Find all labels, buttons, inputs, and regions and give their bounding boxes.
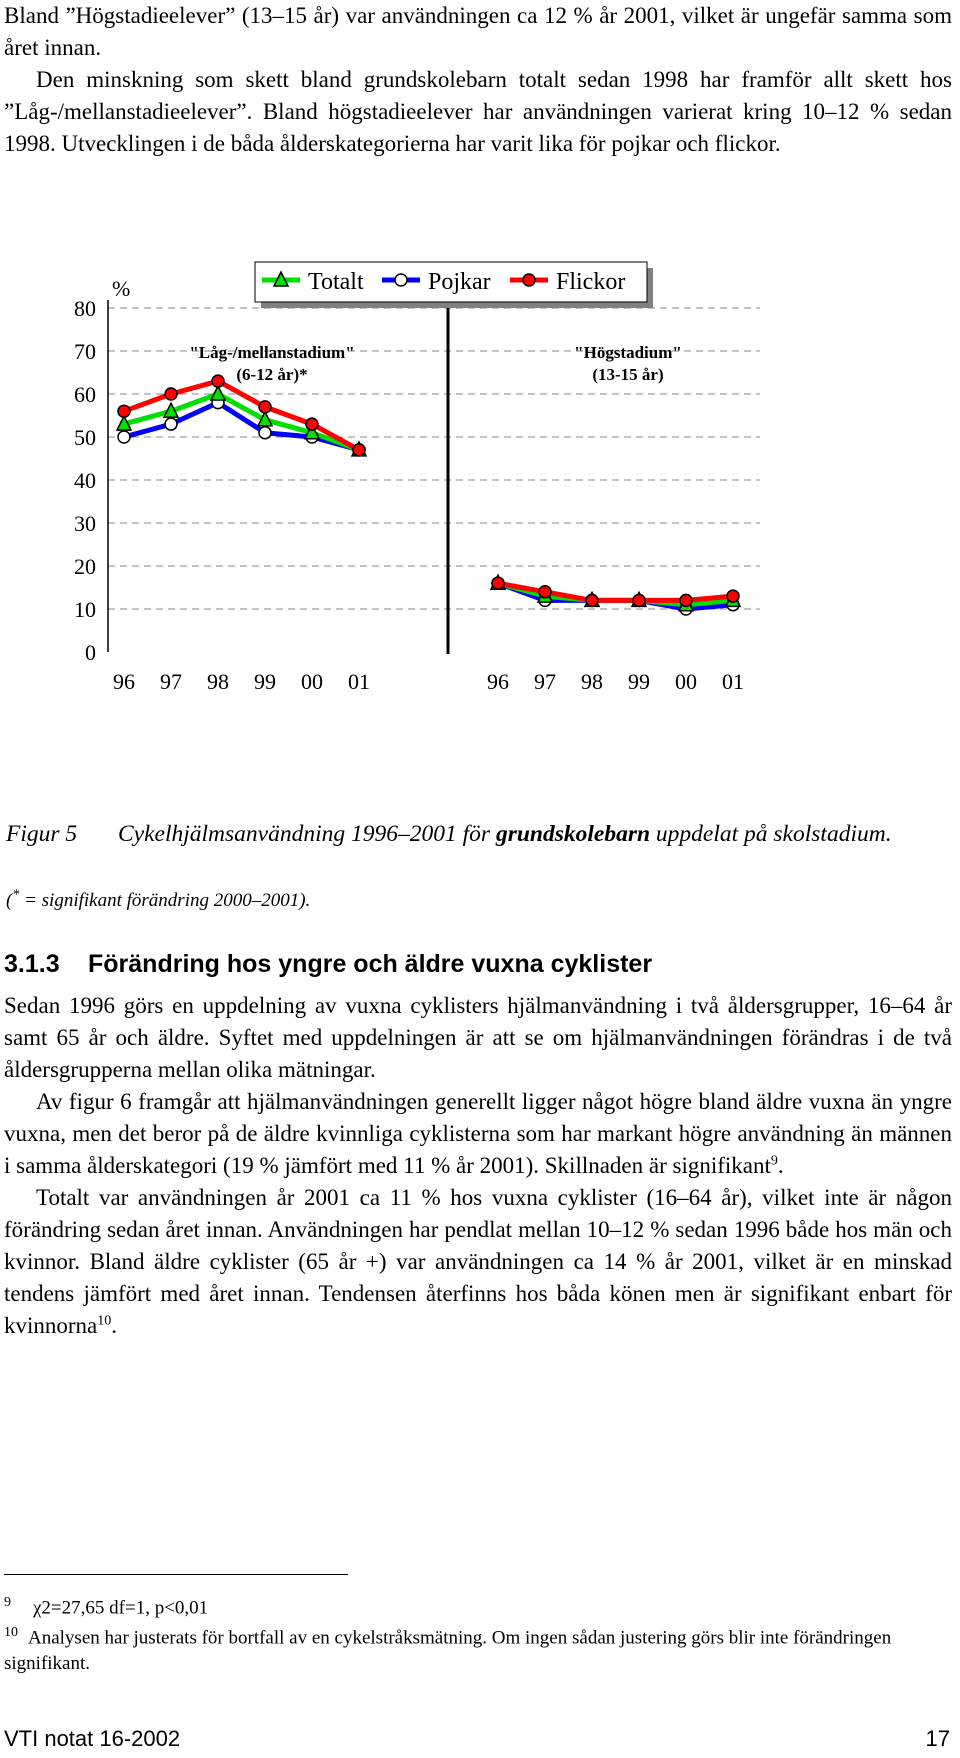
y-tick-label: 60 [74,382,96,407]
circle-marker [118,431,130,443]
x-tick-label: 97 [160,669,182,694]
section-title: Förändring hos yngre och äldre vuxna cyklister [88,950,653,978]
caption-note [6,887,311,912]
body-p2-text: Av figur 6 framgår att hjälmanvändningen generellt ligger något högre bland äldre vuxna än yngre vuxna, men det beror på de äldre kvinnliga cyklisterna som har markant högre användning än männen i samma ålderskategori (19 % jämfört med 11 % år 2001). Skillnaden är signifikant [4,1089,952,1178]
figure-label: Figur 5 [6,821,78,847]
panel-2-title: "Högstadium" [574,343,682,362]
footnote-9-number: 9 [4,1595,11,1610]
y-tick-label: 30 [74,511,96,536]
legend-label: Flickor [556,269,626,295]
section-number: 3.1.3 [4,950,60,978]
caption-bold: grundskolebarn [495,821,651,847]
x-tick-label: 00 [675,669,697,694]
x-tick-label: 00 [301,669,323,694]
circle-marker [165,418,177,430]
y-tick-label: 80 [74,296,96,321]
x-tick-label: 01 [348,669,370,694]
body-text [4,990,952,1342]
x-tick-label: 99 [254,669,276,694]
intro-text-1: Bland ”Högstadieelever” (13–15 år) var användningen ca 12 % år 2001, vilket är ungefär samma som året innan. [4,3,952,60]
footnote-10-text: Analysen har justerats för bortfall av en cykelstråksmätning. Om ingen sådan justering görs blir inte förändringen signifikant. [4,1627,892,1675]
x-tick-label: 96 [487,669,509,694]
footnote-ref-9: 9 [770,1153,778,1169]
x-tick-label: 01 [722,669,744,694]
x-tick-labels [113,669,744,694]
section-heading [4,950,652,979]
figure-caption [6,820,954,848]
y-tick-label: 70 [74,339,96,364]
footnote-separator [4,1574,348,1575]
body-p2-end: . [777,1153,784,1178]
red-circle-marker [259,401,271,413]
caption-note-open: ( [6,890,13,911]
caption-note-star: * [12,887,20,903]
body-paragraph-3 [4,1182,952,1342]
red-circle-marker [633,594,645,606]
red-circle-marker [118,405,130,417]
chart-series [117,375,740,615]
caption-text-after: uppdelat på skolstadium. [650,821,892,847]
red-circle-marker [165,388,177,400]
red-circle-marker [727,590,739,602]
y-tick-label: 50 [74,425,96,450]
red-circle-marker [306,418,318,430]
caption-text-before: Cykelhjälmsanvändning 1996–2001 för [118,821,496,847]
circle-marker [395,274,407,286]
circle-marker [259,427,271,439]
red-circle-marker [586,594,598,606]
x-tick-label: 97 [534,669,556,694]
body-paragraph-2 [4,1086,952,1182]
red-circle-marker [523,274,535,286]
y-tick-labels [74,296,96,665]
y-tick-label: 20 [74,554,96,579]
intro-paragraph [4,0,952,160]
footnote-10-number: 10 [4,1625,18,1640]
red-circle-marker [212,375,224,387]
y-tick-label: 0 [85,640,96,665]
footnote-9 [4,1590,952,1621]
chart-legend [255,262,653,308]
body-p3-text: Totalt var användningen år 2001 ca 11 % hos vuxna cyklister (16–64 år), vilket inte är någon förändring sedan året innan. Användningen har pendlat mellan 10–12 % sedan 1996 både hos män och kvinnor. Bland äldre cyklister (65 år +) var användningen ca 14 % år 2001, vilket är en minskad tendens jämfört med året innan. Tendensen återfinns hos båda könen men är signifikant enbart för kvinnorna [4,1185,952,1338]
y-tick-label: 10 [74,597,96,622]
red-circle-marker [680,594,692,606]
footnote-9-text: χ2=27,65 df=1, p<0,01 [33,1597,209,1619]
red-circle-marker [492,577,504,589]
red-circle-marker [539,586,551,598]
body-p3-end: . [111,1313,118,1338]
footer-page-number: 17 [925,1726,950,1751]
helmet-usage-chart [0,230,960,790]
x-tick-label: 99 [628,669,650,694]
y-axis-label: % [112,276,131,301]
y-tick-label: 40 [74,468,96,493]
caption-note-rest: = signifikant förändring 2000–2001). [19,890,311,911]
intro-text-2: Den minskning som skett bland grundskolebarn totalt sedan 1998 har framför allt skett hos ”Låg-/mellanstadieelever”. Bland högstadieelever har användningen varierat kring 10–12 % sedan 1998. Utvecklingen i de båda ålderskategorierna har varit lika för pojkar och flickor. [4,67,952,156]
triangle-marker [211,386,225,400]
footer-publication: VTI notat 16-2002 [4,1726,181,1751]
footnote-ref-10: 10 [97,1313,112,1329]
panel-1-subtitle: (6-12 år)* [236,365,308,384]
x-tick-label: 96 [113,669,135,694]
legend-label: Pojkar [428,269,491,295]
panel-1-title: "Låg-/mellanstadium" [189,343,355,362]
body-paragraph-1: Sedan 1996 görs en uppdelning av vuxna cyklisters hjälmanvändning i två åldersgrupper, 16–64 år samt 65 år och äldre. Syftet med uppdelningen är att se om hjälmanvändningen förändras i de två åldersgrupperna mellan olika mätningar. [4,993,952,1082]
x-tick-label: 98 [207,669,229,694]
panel-2-subtitle: (13-15 år) [592,365,664,384]
footnote-10 [4,1620,952,1677]
legend-label: Totalt [308,269,364,295]
red-circle-marker [353,444,365,456]
x-tick-label: 98 [581,669,603,694]
